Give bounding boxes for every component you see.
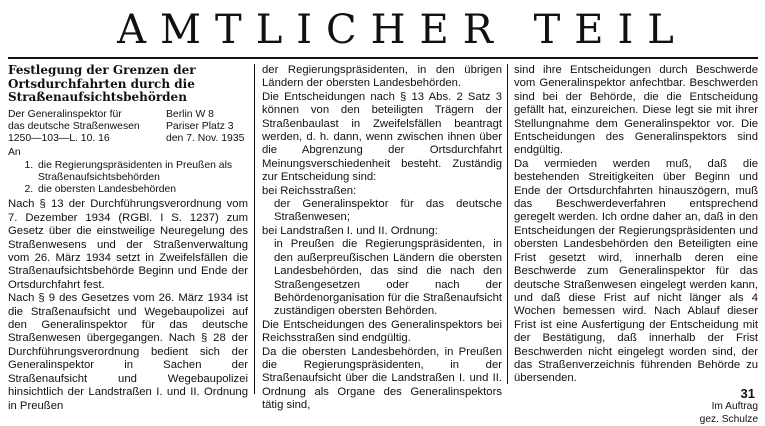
body-paragraph: Nach § 13 der Durchführungsverordnung vom 7. Dezember 1934 (RGBl. I S. 1237) zum Gesetz über die einstweilige Neuregelung des Straßenwesens und der Straßenverwaltung vom 26. März 1934 setzt in Zweifelsfällen die Straßenaufsichtsbehörde Beginn und Ende der Ortsdurchfahrt fest.	[8, 198, 248, 291]
body-paragraph: Da die obersten Landesbehörden, in Preußen die Regierungspräsidenten, in der Straßenaufsicht über die Landstraßen I. und II. Ordnung als Organe des Generalinspektors tätig sind,	[262, 345, 502, 412]
column-2	[262, 64, 502, 413]
date-line: den 7. Nov. 1935	[166, 133, 245, 145]
reich-text: der Generalinspektor für das deutsche Straßenwesen;	[274, 198, 502, 224]
column-3	[514, 64, 758, 426]
place-line: Berlin W 8	[166, 108, 214, 120]
signature-line: Im Auftrag	[711, 400, 758, 412]
recipient-list	[8, 160, 248, 197]
land-label: bei Landstraßen I. und II. Ordnung:	[262, 224, 438, 237]
body-paragraph: Nach § 9 des Gesetzes vom 26. März 1934 ist die Straßenaufsicht und Wegebaupolizei auf den Generalinspektor für das deutsche Straßenwesen übergegangen. Nach § 28 der Durchführungsverordnung bedient sich der Generalinspektor in Sachen der Straßenaufsicht und Wegebaupolizei hinsichtlich der Landstraßen I. und II. Ordnung in Preußen	[8, 292, 248, 412]
body-paragraph: Die Entscheidungen nach § 13 Abs. 2 Satz 3 können von den beteiligten Trägern der Straßenbaulast in Zweifelsfällen beantragt werden, d. h. dann, wenn zwischen ihnen über die Abgrenzung der Ortsdurchfahrt Meinungsverschiedenheit besteht. Zuständig zur Entscheidung sind:	[262, 90, 502, 184]
body-paragraph: der Regierungspräsidenten, in den übrigen Ländern der obersten Landesbehörden.	[262, 64, 502, 90]
column-divider-2	[507, 64, 508, 384]
recipient-item: 1. die Regierungspräsidenten in Preußen als Straßenaufsichtsbehörden	[36, 160, 248, 184]
signature-name: gez. Schulze	[699, 413, 758, 425]
article-heading: Festlegung der Grenzen der Ortsdurchfahrten durch die Straßenaufsichtsbehörden	[8, 63, 196, 105]
issuer-line: das deutsche Straßenwesen	[8, 120, 140, 132]
reich-label: bei Reichsstraßen:	[262, 184, 357, 197]
column-divider-1	[254, 64, 255, 394]
issuer-block	[8, 109, 158, 146]
body-paragraph: sind ihre Entscheidungen durch Beschwerde vom Generalinspektor anfechtbar. Beschwerden sind bei der Behörde, die die Entscheidung gefällt hat, einzureichen. Diese legt sie mit ihrer Stellungnahme dem Generalinspektor vor. Die Entscheidungen des Generalinspektors sind endgültig.	[514, 64, 758, 157]
place-line: Pariser Platz 3	[166, 120, 234, 132]
title-rule	[8, 57, 758, 59]
page-number: 31	[740, 386, 755, 401]
column-1	[8, 64, 248, 413]
signature-block	[514, 400, 758, 426]
issuer-line: Der Generalinspektor für	[8, 108, 122, 120]
place-date-block	[166, 109, 248, 146]
article-meta	[8, 109, 248, 146]
land-text: in Preußen die Regierungspräsidenten, in den außerpreußischen Ländern die obersten Landesbehörden, das sind die nach den Straßengesetzen oder nach der Behördenorganisation für die Straßenaufsicht zuständigen obersten Behörden.	[274, 238, 502, 318]
file-number: 1250—103—L. 10. 16	[8, 133, 110, 145]
body-paragraph: Die Entscheidungen des Generalinspektors bei Reichsstraßen sind endgültig.	[262, 318, 502, 345]
page-title: AMTLICHER TEIL	[117, 7, 688, 53]
recipient-item: 2. die obersten Landesbehörden	[36, 184, 248, 196]
to-label: An	[8, 147, 21, 159]
body-paragraph: Da vermieden werden muß, daß die bestehenden Streitigkeiten über Beginn und Ende der Ortsdurchfahrten hinauszögern, muß das Beschwerdeverfahren entsprechend geregelt werden. Ich ordne daher an, daß in den Entscheidungen der Regierungspräsidenten und obersten Landesbehörden den Beteiligten eine Frist gesetzt wird, innerhalb deren eine Beschwerde zum Generalinspektor für das deutsche Straßenwesen eingelegt werden kann, und daß diese Frist auf nicht länger als 4 Wochen bemessen wird. Nach Ablauf dieser Frist ist eine Ausfertigung der Entscheidung mit der Bestätigung, daß innerhalb der Frist Beschwerden nicht eingelegt worden sind, der das Straßenverzeichnis führenden Behörde zu übersenden.	[514, 157, 758, 385]
